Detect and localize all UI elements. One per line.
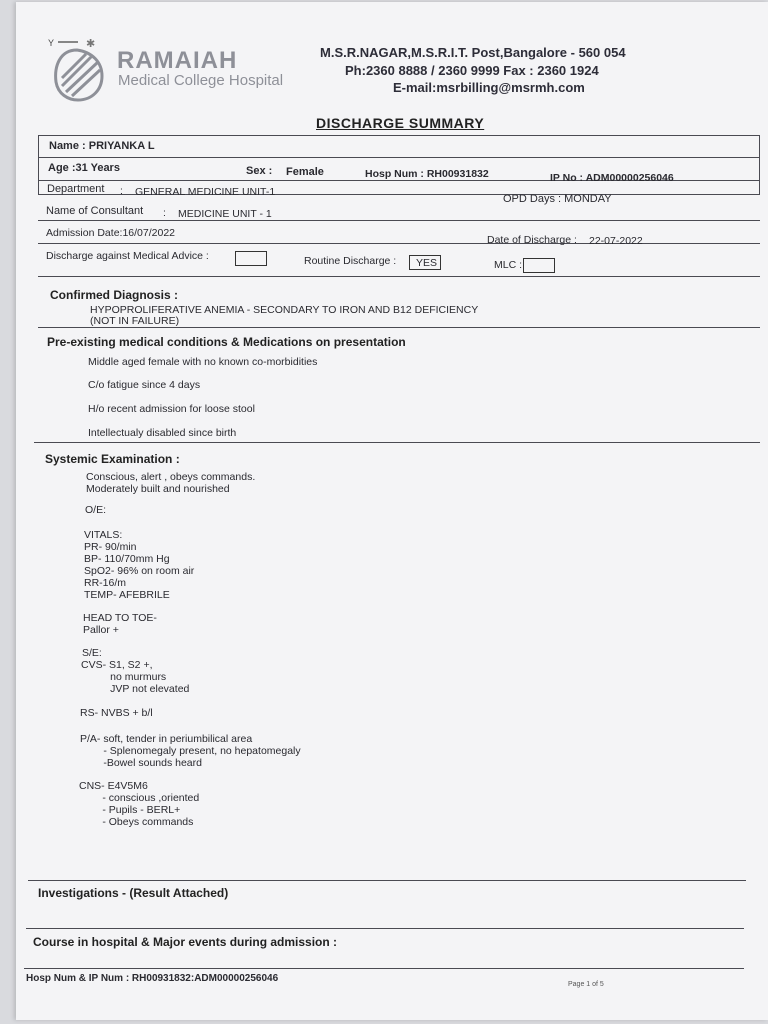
exam-line: Pallor + bbox=[83, 624, 119, 636]
cns-line: CNS- E4V5M6 bbox=[79, 780, 148, 792]
separator-colon: : bbox=[120, 185, 123, 197]
exam-se: S/E: bbox=[82, 647, 102, 659]
vitals-line: PR- 90/min bbox=[84, 541, 137, 553]
divider bbox=[38, 135, 39, 195]
hospital-logo-icon bbox=[48, 36, 106, 102]
exam-head-to-toe bbox=[83, 612, 157, 636]
diagnosis-line: (NOT IN FAILURE) bbox=[90, 315, 180, 327]
divider bbox=[24, 968, 744, 969]
routine-discharge-box bbox=[409, 255, 441, 270]
vitals-line: RR-16/m bbox=[84, 577, 127, 589]
divider bbox=[28, 880, 746, 881]
hospital-phone: Ph:2360 8888 / 2360 9999 Fax : 2360 1924 bbox=[345, 63, 599, 78]
routine-discharge-label: Routine Discharge : bbox=[304, 255, 397, 267]
exam-general bbox=[86, 471, 255, 495]
separator-colon: : bbox=[163, 207, 166, 219]
consultant-value: MEDICINE UNIT - 1 bbox=[178, 208, 272, 220]
exam-rs: RS- NVBS + b/l bbox=[80, 707, 153, 719]
vitals-line: SpO2- 96% on room air bbox=[84, 565, 195, 577]
mlc-label: MLC : bbox=[494, 259, 523, 271]
pa-line: -Bowel sounds heard bbox=[80, 757, 202, 769]
divider bbox=[26, 928, 744, 929]
preexisting-item: H/o recent admission for loose stool bbox=[88, 403, 255, 415]
hospital-email: E-mail:msrbilling@msrmh.com bbox=[393, 80, 585, 95]
discharge-date-label: Date of Discharge : bbox=[487, 234, 577, 246]
routine-discharge-value: YES bbox=[416, 257, 438, 269]
admission-date: Admission Date:16/07/2022 bbox=[46, 227, 175, 239]
cvs-line: CVS- S1, S2 +, bbox=[81, 659, 153, 671]
course-heading: Course in hospital & Major events during admission : bbox=[33, 935, 338, 949]
cns-line: - Pupils - BERL+ bbox=[79, 804, 181, 816]
exam-cns bbox=[79, 780, 199, 828]
hospital-name: RAMAIAH bbox=[117, 47, 238, 74]
consultant-label: Name of Consultant bbox=[46, 205, 144, 217]
ip-number: IP No : ADM00000256046 bbox=[550, 172, 674, 184]
patient-name: Name : PRIYANKA L bbox=[49, 140, 155, 152]
vitals-line: TEMP- AFEBRILE bbox=[84, 589, 170, 601]
svg-text:✱: ✱ bbox=[86, 37, 96, 50]
patient-age: Age :31 Years bbox=[48, 162, 120, 174]
cvs-line: JVP not elevated bbox=[81, 683, 190, 695]
dama-label: Discharge against Medical Advice : bbox=[46, 250, 209, 262]
exam-line: HEAD TO TOE- bbox=[83, 612, 157, 624]
document-title: DISCHARGE SUMMARY bbox=[316, 115, 485, 131]
pa-line: - Splenomegaly present, no hepatomegaly bbox=[80, 745, 301, 757]
preexisting-heading: Pre-existing medical conditions & Medications on presentation bbox=[47, 335, 406, 349]
footer-ids: Hosp Num & IP Num : RH00931832:ADM00000256046 bbox=[26, 973, 279, 984]
divider bbox=[38, 243, 760, 244]
exam-oe: O/E: bbox=[85, 504, 107, 516]
pa-line: P/A- soft, tender in periumbilical area bbox=[80, 733, 253, 745]
department-value: GENERAL MEDICINE UNIT-1 bbox=[135, 186, 276, 198]
divider bbox=[38, 276, 760, 277]
department-label: Department bbox=[47, 183, 105, 195]
exam-vitals bbox=[84, 529, 194, 601]
divider bbox=[759, 135, 760, 195]
hospital-address: M.S.R.NAGAR,M.S.R.I.T. Post,Bangalore - 560 054 bbox=[320, 45, 626, 60]
opd-days: OPD Days : MONDAY bbox=[503, 193, 612, 205]
vitals-line: VITALS: bbox=[84, 529, 123, 541]
preexisting-item: Intellectualy disabled since birth bbox=[88, 427, 237, 439]
divider bbox=[38, 157, 760, 158]
divider bbox=[34, 442, 760, 443]
cvs-line: no murmurs bbox=[81, 671, 167, 683]
sex-value: Female bbox=[286, 166, 324, 178]
diagnosis-line: HYPOPROLIFERATIVE ANEMIA - SECONDARY TO IRON AND B12 DEFICIENCY bbox=[90, 304, 479, 316]
exam-cvs bbox=[81, 659, 189, 695]
page-number: Page 1 of 5 bbox=[568, 981, 604, 988]
sex-label: Sex : bbox=[246, 165, 273, 177]
document-page bbox=[16, 2, 768, 1020]
svg-text:Y: Y bbox=[48, 38, 55, 48]
divider bbox=[38, 135, 760, 136]
preexisting-item: C/o fatigue since 4 days bbox=[88, 379, 201, 391]
exam-line: Moderately built and nourished bbox=[86, 483, 230, 495]
exam-pa bbox=[80, 733, 301, 769]
investigations-heading: Investigations - (Result Attached) bbox=[38, 886, 229, 900]
cns-line: - Obeys commands bbox=[79, 816, 194, 828]
exam-line: Conscious, alert , obeys commands. bbox=[86, 471, 256, 483]
diagnosis-heading: Confirmed Diagnosis : bbox=[50, 288, 179, 302]
vitals-line: BP- 110/70mm Hg bbox=[84, 553, 170, 565]
mlc-box bbox=[523, 258, 555, 273]
divider bbox=[38, 327, 760, 328]
discharge-date-value: 22-07-2022 bbox=[589, 235, 643, 247]
hosp-num: Hosp Num : RH00931832 bbox=[365, 168, 489, 180]
preexisting-item: Middle aged female with no known co-morbidities bbox=[88, 356, 318, 368]
exam-heading: Systemic Examination : bbox=[45, 452, 180, 466]
hospital-subtitle: Medical College Hospital bbox=[118, 72, 284, 89]
cns-line: - conscious ,oriented bbox=[79, 792, 200, 804]
divider bbox=[38, 220, 760, 221]
dama-checkbox bbox=[235, 251, 267, 266]
